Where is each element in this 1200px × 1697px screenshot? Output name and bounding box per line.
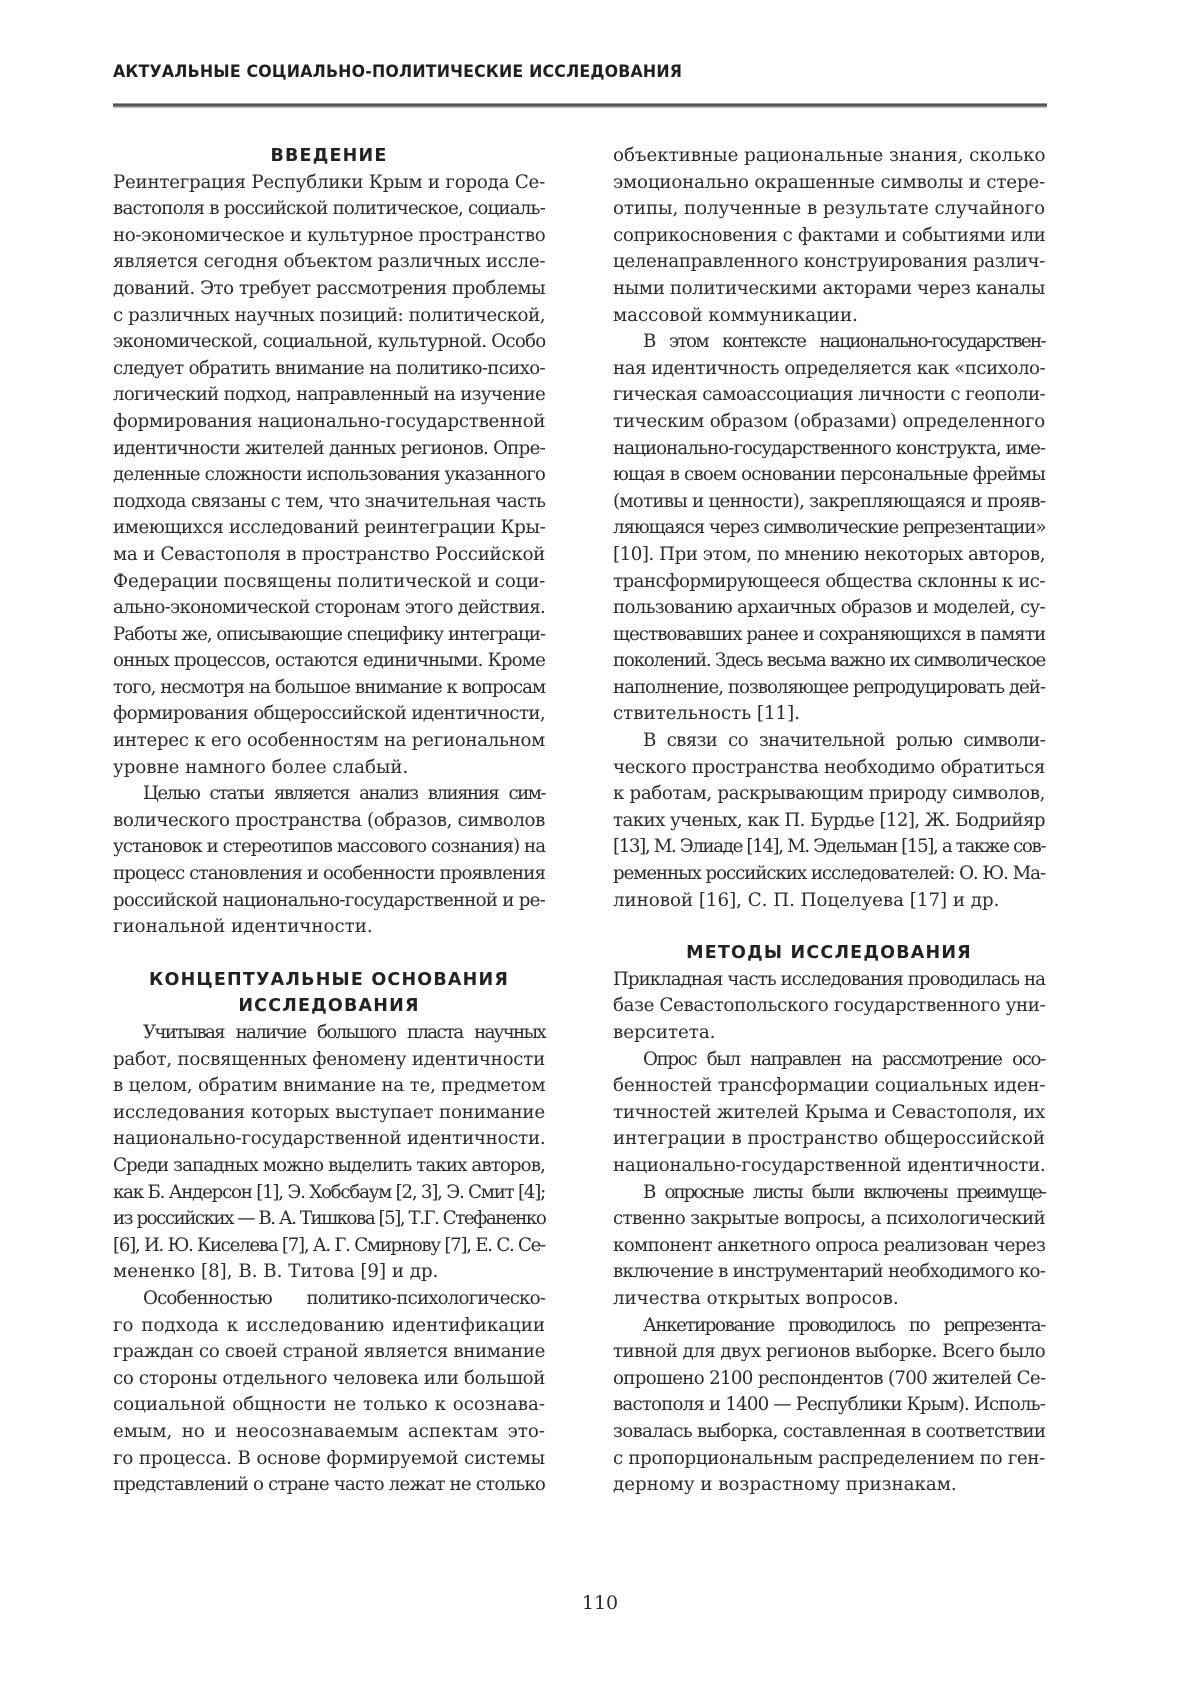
text-line: с пропорциональным распределением по ген- — [613, 1447, 1045, 1469]
paragraph — [613, 1047, 1045, 1180]
text-line: Работы же, описывающие специфику интеграци- — [113, 623, 545, 645]
text-line: го процесса. В основе формируемой системы — [113, 1447, 545, 1469]
paragraph — [113, 781, 545, 941]
page-number: 110 — [581, 1592, 619, 1614]
section-gap — [613, 914, 1045, 940]
paragraph — [613, 143, 1045, 329]
header-rule — [113, 103, 1047, 108]
text-line: Опрос был направлен на рассмотрение осо- — [643, 1048, 1045, 1070]
text-line: дований. Это требует рассмотрения проблемы — [113, 277, 546, 299]
text-line: компонент анкетного опроса реализован через — [613, 1234, 1046, 1256]
text-line: логический подход, направленный на изучение — [113, 384, 545, 406]
text-line: таких ученых, как П. Бурдье [12], Ж. Бодрийяр — [613, 809, 1045, 831]
text-line: объективные рациональные знания, сколько — [613, 145, 1046, 166]
text-line: зовалась выборка, составленная в соответствии — [613, 1420, 1046, 1442]
text-line: поколений. Здесь весьма важно их символическое — [613, 650, 1045, 672]
text-line: ременных российских исследователей: О. Ю. Ма- — [613, 863, 1045, 885]
text-line: Анкетирование проводилось по репрезента- — [643, 1314, 1045, 1336]
text-line: формирования национально-государственной — [113, 410, 546, 432]
text-line: В этом контексте национально-государствен- — [643, 331, 1045, 353]
text-line: подхода связаны с тем, что значительная часть — [113, 490, 546, 512]
text-line: личества открытых вопросов. — [613, 1287, 899, 1309]
text-line: тивной для двух регионов выборке. Всего было — [613, 1341, 1046, 1363]
text-line: Целью статьи является анализ влияния сим- — [143, 783, 545, 805]
section-heading-methods: МЕТОДЫ ИССЛЕДОВАНИЯ — [686, 943, 972, 964]
text-line: Учитывая наличие большого пласта научных — [143, 1022, 545, 1043]
text-line: Реинтеграция Республики Крым и города Се- — [113, 171, 545, 193]
text-line: идентичности жителей данных регионов. Опре- — [113, 437, 545, 459]
text-line: из российских — В. А. Тишкова [5], Т.Г. Стефаненко — [113, 1208, 546, 1230]
section-heading-concepts-line-2: ИССЛЕДОВАНИЯ — [238, 996, 420, 1017]
text-line: емым, но и неосознаваемым аспектам это- — [113, 1420, 545, 1442]
text-line: экономической, социальной, культурной. Особо — [113, 331, 546, 353]
section-heading-concepts — [113, 967, 545, 1020]
text-line: [6], И. Ю. Киселева [7], А. Г. Смирнову [7], Е. С. Се- — [113, 1234, 545, 1256]
text-line: как Б. Андерсон [1], Э. Хобсбаум [2, 3], Э. Смит [4]; — [113, 1181, 545, 1203]
text-line: эмоционально окрашенные символы и стере- — [613, 171, 1045, 193]
text-line: опрошено 2100 респондентов (700 жителей Се- — [613, 1367, 1046, 1389]
text-line: базе Севастопольского государственного уни- — [613, 995, 1046, 1017]
text-line: со стороны отдельного человека или большой — [113, 1367, 546, 1389]
text-line: российской национально-государственной и ре- — [113, 889, 545, 911]
text-line: ческого пространства необходимо обратиться — [613, 756, 1045, 778]
running-head: АКТУАЛЬНЫЕ СОЦИАЛЬНО-ПОЛИТИЧЕСКИЕ ИССЛЕДОВАНИЯ — [113, 62, 683, 82]
text-line: представлений о стране часто лежат не столько — [113, 1474, 545, 1496]
text-line: ственно закрытые вопросы, а психологический — [613, 1208, 1045, 1230]
text-line: [10]. При этом, по мнению некоторых авторов, — [613, 543, 1046, 565]
text-line: мененко [8], В. В. Титова [9] и др. — [113, 1261, 439, 1283]
section-heading-introduction: ВВЕДЕНИЕ — [270, 146, 388, 166]
text-line: Особенностью политико-психологическо- — [143, 1287, 545, 1309]
text-line: бенностей трансформации социальных иден- — [613, 1075, 1046, 1097]
text-line: в целом, обратим внимание на те, предметом — [113, 1075, 546, 1097]
text-line: ально-экономической сторонам этого действия. — [113, 597, 545, 619]
text-line: но-экономическое и культурное пространство — [113, 224, 546, 246]
text-line: установок и стереотипов массового сознания) на — [113, 836, 546, 858]
text-line: формирования общероссийской идентичности, — [113, 703, 546, 725]
text-line: верситета. — [613, 1022, 716, 1043]
text-line: с различных научных позиций: политической, — [113, 304, 546, 326]
text-line: го подхода к исследованию идентификации — [113, 1314, 545, 1336]
text-line: массовой коммуникации. — [613, 304, 858, 326]
paragraph — [113, 1286, 545, 1499]
text-line: ществовавших ранее и сохраняющихся в памяти — [613, 623, 1046, 645]
text-line: того, несмотря на большое внимание к вопросам — [113, 676, 546, 698]
text-line: пользованию архаичных образов и моделей, су- — [613, 597, 1045, 619]
right-column — [613, 143, 1045, 1499]
text-line: дерному и возрастному признакам. — [613, 1474, 957, 1496]
section-gap — [113, 941, 545, 967]
text-line: следует обратить внимание на политико-психо- — [113, 357, 545, 379]
paragraph — [113, 170, 545, 782]
text-line: интерес к его особенностям на региональном — [113, 730, 545, 752]
text-line: тическим образом (образами) определенного — [613, 410, 1045, 432]
text-line: ющая в своем основании персональные фреймы — [613, 464, 1045, 486]
text-line: ная идентичность определяется как «психоло- — [613, 357, 1046, 379]
text-line: Федерации посвящены политической и соци- — [113, 570, 546, 592]
text-line: линовой [16], С. П. Поцелуева [17] и др. — [613, 889, 1000, 911]
text-line: национально-государственной идентичности. — [613, 1154, 1046, 1176]
left-column — [113, 143, 545, 1499]
text-line: вастополя в российской политическое, социаль- — [113, 198, 545, 220]
text-line: наполнение, позволяющее репродуцировать дей- — [613, 676, 1045, 698]
text-line: (мотивы и ценности), закрепляющаяся и прояв- — [613, 490, 1046, 512]
text-line: волического пространства (образов, символов — [113, 809, 545, 831]
text-line: процесс становления и особенности проявления — [113, 863, 546, 885]
text-line: имеющихся исследований реинтеграции Кры- — [113, 517, 546, 539]
text-line: ма и Севастополя в пространство Российской — [113, 543, 545, 565]
text-line: вастополя и 1400 — Республики Крым). Исполь- — [613, 1394, 1045, 1416]
paragraph — [113, 1020, 545, 1286]
text-line: тичностей жителей Крыма и Севастополя, их — [613, 1101, 1045, 1123]
text-line: Прикладная часть исследования проводилась на — [613, 968, 1045, 990]
text-line: ными политическими акторами через каналы — [613, 277, 1045, 299]
text-line: включение в инструментарий необходимого ко- — [613, 1261, 1046, 1283]
text-line: онных процессов, остаются единичными. Кроме — [113, 650, 545, 672]
paragraph — [613, 1180, 1045, 1313]
text-line: граждан со своей страной является внимание — [113, 1341, 545, 1363]
text-line: Среди западных можно выделить таких авторов, — [113, 1154, 545, 1176]
text-line: гиональной идентичности. — [113, 916, 373, 938]
text-line: национально-государственного конструкта, име- — [613, 437, 1046, 459]
text-line: социальной общности не только к осознава- — [113, 1394, 545, 1416]
text-line: деленные сложности использования указанного — [113, 464, 545, 486]
text-line: В связи со значительной ролью символи- — [643, 730, 1045, 752]
paragraph — [613, 728, 1045, 914]
text-line: соприкосновения с фактами и событиями или — [613, 224, 1046, 246]
text-line: отипы, полученные в результате случайного — [613, 198, 1045, 220]
text-line: уровне намного более слабый. — [113, 756, 409, 778]
text-line: трансформирующееся общества склонны к ис- — [613, 570, 1045, 592]
text-line: гическая самоассоциация личности с геополи- — [613, 384, 1046, 406]
text-line: к работам, раскрывающим природу символов, — [613, 783, 1045, 805]
paragraph — [613, 1313, 1045, 1499]
text-line: интеграции в пространство общероссийской — [613, 1128, 1046, 1150]
text-line: является сегодня объектом различных иссле- — [113, 251, 546, 273]
paragraph — [613, 329, 1045, 728]
text-line: целенаправленного конструирования различ- — [613, 251, 1045, 273]
text-line: ляющаяся через символические репрезентации» — [613, 517, 1046, 539]
text-line: В опросные листы были включены преимуще- — [643, 1181, 1045, 1203]
section-heading-concepts-line-1: КОНЦЕПТУАЛЬНЫЕ ОСНОВАНИЯ — [148, 969, 510, 990]
text-line: национально-государственной идентичности. — [113, 1128, 546, 1150]
text-line: работ, посвященных феномену идентичности — [113, 1048, 545, 1070]
paragraph — [613, 967, 1045, 1047]
text-line: ствительность [11]. — [613, 703, 801, 725]
text-line: исследования которых выступает понимание — [113, 1101, 545, 1123]
text-line: [13], М. Элиаде [14], М. Эдельман [15], а также сов- — [613, 836, 1046, 858]
